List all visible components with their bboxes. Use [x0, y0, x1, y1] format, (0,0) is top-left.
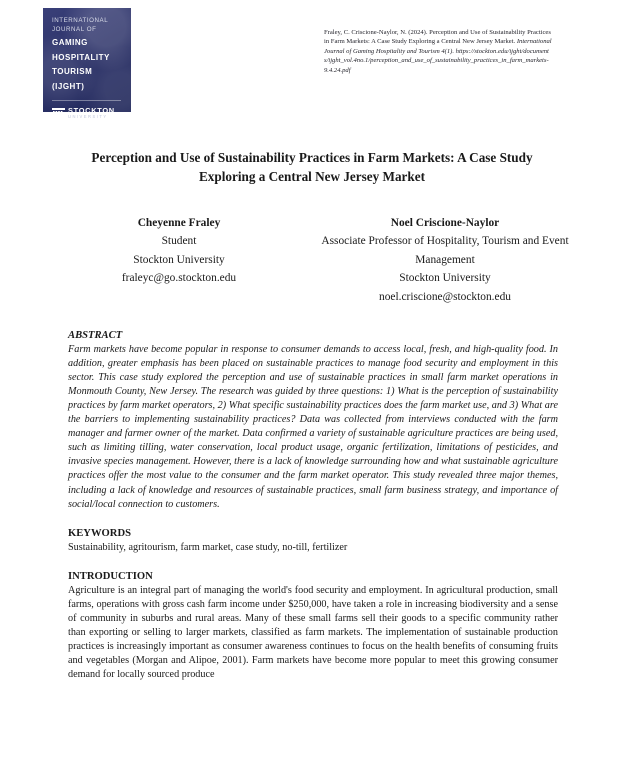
author-name: Noel Criscione-Naylor [390, 217, 500, 229]
university-wordmark [68, 107, 115, 120]
logo-line-international: INTERNATIONAL [52, 17, 109, 24]
author-entry-1 [46, 214, 312, 306]
citation-text: Fraley, C. Criscione-Naylor, N. (2024). Perception and Use of Sustainability Practices in Farm Markets: A Case Study Exploring a Central New Jersey Market. [324, 29, 551, 46]
abstract-text: Farm markets have become popular in response to consumer demands to access local, fresh, and high-quality food. In addition, greater emphasis has been placed on sustainable practices to manage food security and employment in this sector. This case study explored the perception and use of sustainable practices in small farm market operations in Monmouth County, New Jersey. The research was guided by three questions: 1) What is the perception of sustainability practices by farm market operators, 2) What specific sustainability practices does the farm market use, and 3) What are the barriers to implementing sustainability practices? Data was collected from interviews conducted with the farm manager and farmer owner of the market. Data confirmed a variety of sustainable agriculture practices are being used, such as limiting tilling, water conservation, local product usage, organic fertilization, limitations of pesticides, and invasive species management. However, there is a lack of knowledge surrounding how and what sustainable agriculture practices offer the most value to the consumer and the farm market operator. This study revealed three major themes, including a lack of knowledge and resources of sustainable practices, small farm business strategy, and importance of social/local connection to customers. [68, 344, 558, 510]
university-subtitle: UNIVERSITY [68, 114, 108, 120]
keywords-heading: KEYWORDS [68, 527, 131, 539]
paper-body [0, 120, 624, 682]
citation-url[interactable]: https://stockton.edu/ijght/documents/ijght_vol.4no.1/perception_and_use_of_sustainability_practices_in_farm_markets-9.4.24.pdf [324, 47, 549, 74]
introduction-text: Agriculture is an integral part of managing the world's food security and employment. In agricultural production, small farms, operations with gross cash farm income under $250,000, have taken a role in increasing biodiversity and a sense of community in suburbs and rural areas. Many of these small farms sell their goods to a specific community rather than exporting or selling to larger markets, classified as farm markets. The implementation of sustainable production practices is increasingly important as consumer awareness continues to focus on the health benefits of consuming fruits and vegetables (Morgan and Alipoe, 2001). Farm markets have become more popular to meet this growing consumer demand for locally sourced produce [68, 584, 558, 680]
author-role: Student [161, 235, 197, 248]
journal-logo [43, 8, 131, 120]
introduction-heading: INTRODUCTION [68, 570, 153, 582]
page-title: Perception and Use of Sustainability Practices in Farm Markets: A Case Study Exploring a Central New Jersey Market [91, 150, 533, 184]
author-name: Cheyenne Fraley [137, 217, 221, 229]
logo-divider [52, 100, 121, 101]
citation-volume-issue: 4(1). [439, 47, 455, 55]
columns-building-icon [52, 108, 65, 119]
author-affiliation: Stockton University [399, 272, 491, 285]
citation-journal-name: International Journal of Gaming Hospitality and Tourism [324, 38, 552, 55]
abstract-heading: ABSTRACT [68, 330, 123, 342]
keywords-section [68, 527, 558, 555]
logo-line-journal-of: JOURNAL OF [52, 25, 97, 33]
abstract-section [68, 329, 558, 512]
author-entry-2 [312, 214, 578, 306]
citation-block [324, 28, 552, 75]
logo-line-acronym: (IJGHT) [52, 81, 85, 91]
logo-line-gaming: GAMING [52, 38, 88, 48]
logo-line-tourism: TOURISM [52, 67, 93, 77]
stockton-university-mark [52, 107, 131, 120]
keywords-text: Sustainability, agritourism, farm market, case study, no-till, fertilizer [68, 541, 348, 553]
page-header [0, 0, 624, 120]
author-email[interactable]: noel.criscione@stockton.edu [379, 290, 511, 303]
author-block [46, 214, 578, 306]
university-name: STOCKTON [68, 105, 115, 115]
introduction-section [68, 570, 558, 682]
author-email[interactable]: fraleyc@go.stockton.edu [121, 272, 237, 285]
author-affiliation: Stockton University [133, 253, 225, 266]
logo-line-hospitality: HOSPITALITY [52, 52, 110, 62]
author-role: Associate Professor of Hospitality, Tourism and Event Management [321, 235, 569, 266]
